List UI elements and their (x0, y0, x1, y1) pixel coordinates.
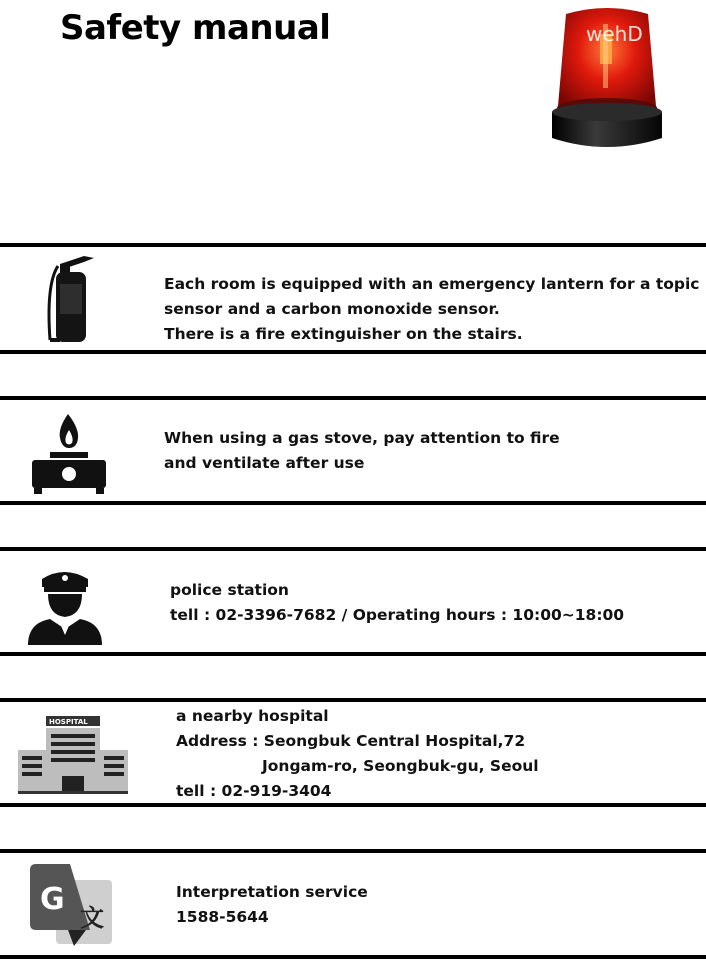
hospital-sign: HOSPITAL (49, 718, 88, 726)
section-text (176, 704, 539, 804)
text-line: There is a fire extinguisher on the stairs. (164, 325, 523, 343)
emergency-beacon-icon (548, 4, 666, 154)
divider (0, 803, 706, 807)
gas-stove-icon (28, 412, 110, 500)
divider (0, 698, 706, 702)
fire-extinguisher-icon (44, 254, 96, 350)
divider (0, 652, 706, 656)
text-line: sensor and a carbon monoxide sensor. (164, 300, 500, 318)
divider (0, 849, 706, 853)
section-text (164, 426, 560, 476)
section-text (164, 272, 700, 347)
text-line: tell : 02-919-3404 (176, 782, 332, 800)
hospital-icon (18, 714, 128, 798)
text-line: Each room is equipped with an emergency lantern for a topic (164, 275, 700, 293)
translate-han-glyph: 文 (80, 904, 104, 932)
text-line: a nearby hospital (176, 707, 329, 725)
section-text (170, 578, 624, 628)
beacon-watermark: wehD (586, 22, 643, 46)
text-line: 1588-5644 (176, 908, 269, 926)
text-line: and ventilate after use (164, 454, 365, 472)
divider (0, 547, 706, 551)
divider (0, 243, 706, 247)
divider (0, 955, 706, 959)
text-line: tell : 02-3396-7682 / Operating hours : 10:00~18:00 (170, 606, 625, 624)
divider (0, 350, 706, 354)
text-line: Jongam-ro, Seongbuk-gu, Seoul (262, 757, 539, 775)
divider (0, 501, 706, 505)
text-line: Interpretation service (176, 883, 368, 901)
section-text (176, 880, 368, 930)
text-line: police station (170, 581, 289, 599)
translate-g-glyph: G (40, 882, 65, 917)
text-line: When using a gas stove, pay attention to fire (164, 429, 560, 447)
police-officer-icon (26, 565, 106, 649)
divider (0, 396, 706, 400)
google-translate-icon (30, 864, 114, 952)
page-title: Safety manual (60, 8, 331, 48)
text-line: Address : Seongbuk Central Hospital,72 (176, 732, 526, 750)
